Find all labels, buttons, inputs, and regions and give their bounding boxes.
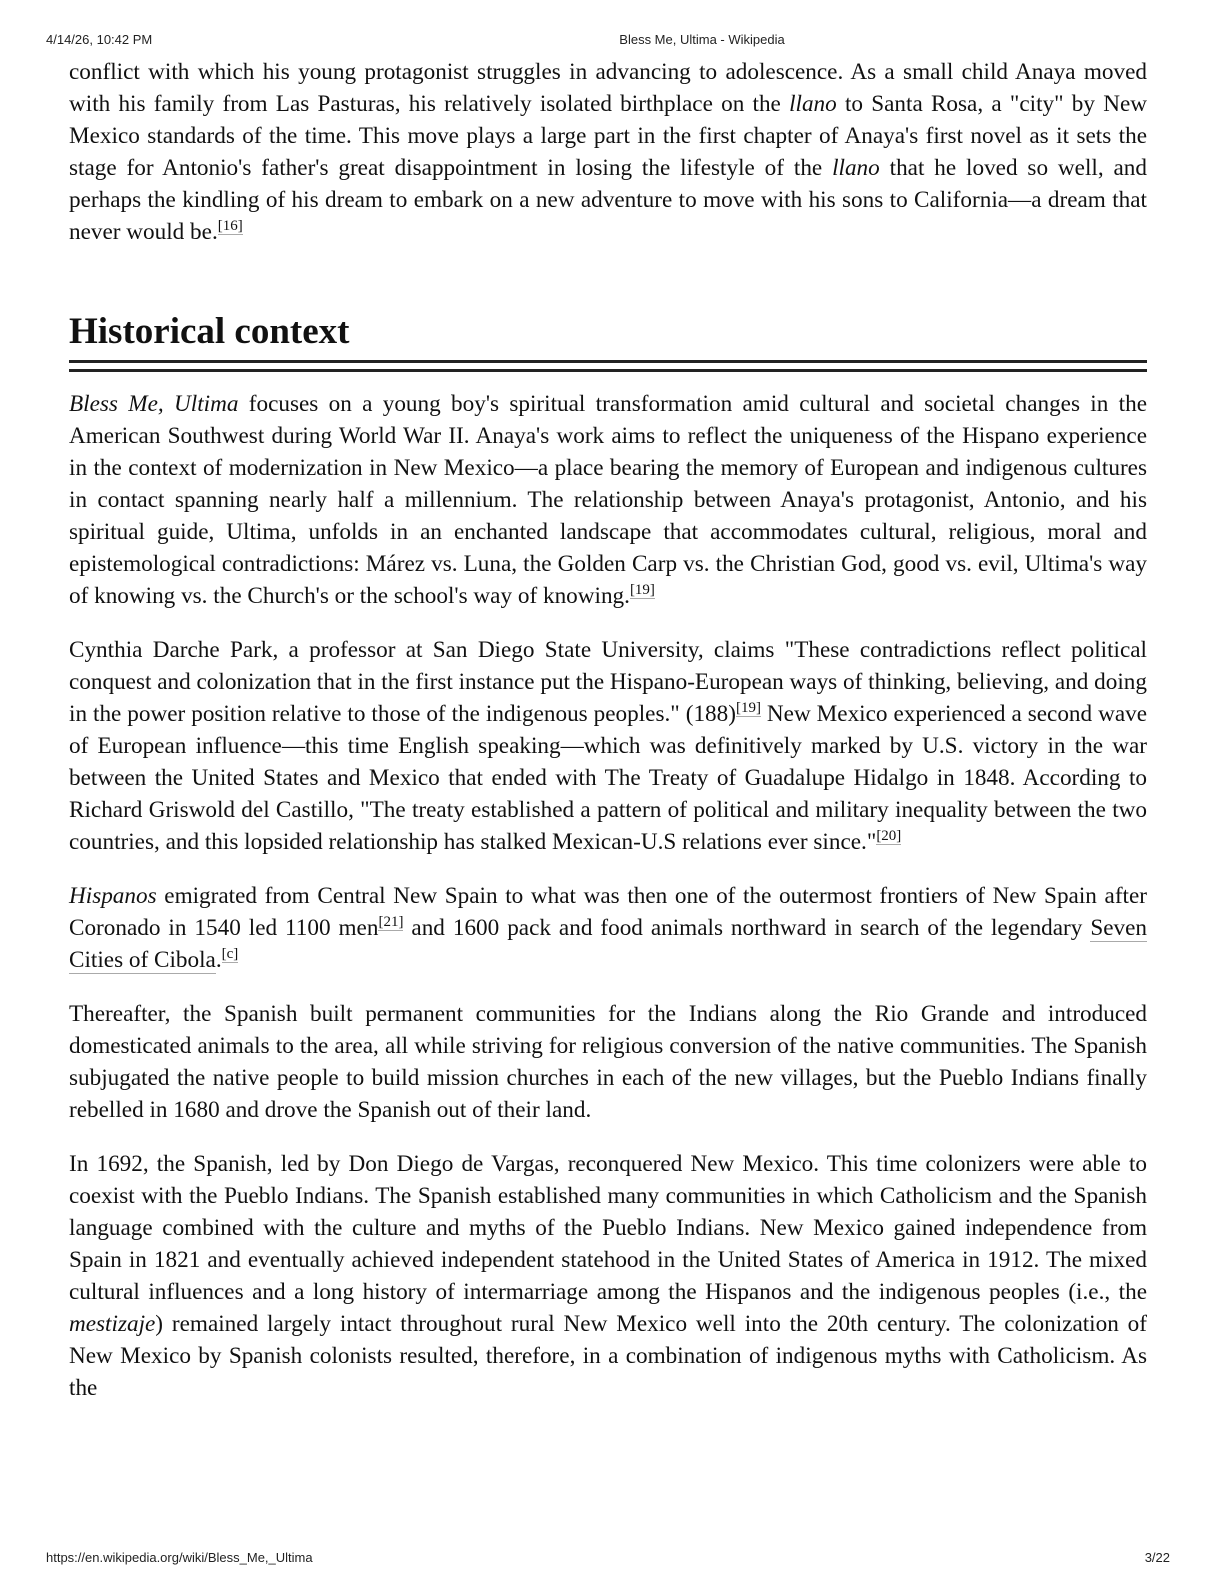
- citation-link[interactable]: [16]: [217, 218, 243, 234]
- print-datetime: 4/14/26, 10:42 PM: [46, 32, 153, 47]
- paragraph-3: [69, 880, 1147, 976]
- paragraph-4: [69, 998, 1147, 1126]
- footnote-link[interactable]: [c]: [221, 946, 239, 962]
- italic-term: llano: [832, 155, 880, 181]
- heading-rule: [69, 369, 1147, 372]
- intro-continued-paragraph: [69, 56, 1147, 248]
- text: New Mexico experienced a second wave of European influence—this time English speaking—which was definitively marked by U.S. victory in the war between the United States and Mexico that ended with The Treaty of Guadalupe Hidalgo in 1848. According to Richard Griswold del Castillo, "The treaty established a pattern of political and military inequality between the two countries, and this lopsided relationship has stalked Mexican-U.S relations ever since.": [69, 701, 1147, 855]
- text: emigrated from Central New Spain to what was then one of the outermost frontiers of New Spain after Coronado in 1540 led 1100 men: [69, 883, 1147, 941]
- heading-rule: [69, 360, 1147, 363]
- print-page-number: 3/22: [1144, 1550, 1170, 1565]
- seven-cities-link[interactable]: Seven Cities of Cibola: [69, 915, 1147, 973]
- italic-term: llano: [789, 91, 837, 117]
- citation-link[interactable]: [19]: [735, 700, 761, 716]
- text: focuses on a young boy's spiritual transformation amid cultural and societal changes in the American Southwest during World War II. Anaya's work aims to reflect the uniqueness of the Hispano experience in the context of modernization in New Mexico—a place bearing the memory of European and indigenous cultures in contact spanning nearly half a millennium. The relationship between Anaya's protagonist, Antonio, and his spiritual guide, Ultima, unfolds in an enchanted landscape that accommodates cultural, religious, moral and epistemological contradictions: Márez vs. Luna, the Golden Carp vs. the Christian God, good vs. evil, Ultima's way of knowing vs. the Church's or the school's way of knowing.: [69, 391, 1148, 609]
- paragraph-5: [69, 1148, 1147, 1404]
- print-header: [0, 32, 1224, 50]
- italic-term: mestizaje: [69, 1311, 156, 1337]
- citation-link[interactable]: [20]: [876, 828, 902, 844]
- text: ) remained largely intact throughout rural New Mexico well into the 20th century. The colonization of New Mexico by Spanish colonists resulted, therefore, in a combination of indigenous myths with Catholicism. As the: [69, 1311, 1147, 1401]
- print-page-title: Bless Me, Ultima - Wikipedia: [619, 32, 785, 47]
- print-footer: [0, 1550, 1224, 1568]
- text: and 1600 pack and food animals northward in search of the legendary: [403, 915, 1091, 941]
- citation-link[interactable]: [19]: [629, 582, 655, 598]
- text: .: [215, 947, 222, 973]
- text: that he loved so well, and perhaps the kindling of his dream to embark on a new adventure to move with his sons to California—a dream that never would be.: [69, 155, 1147, 245]
- italic-title: Bless Me, Ultima: [69, 391, 239, 417]
- paragraph-2: [69, 634, 1147, 858]
- print-url: https://en.wikipedia.org/wiki/Bless_Me,_Ultima: [46, 1550, 313, 1565]
- section-heading: Historical context: [69, 311, 350, 352]
- text: Thereafter, the Spanish built permanent communities for the Indians along the Rio Grande and introduced domesticated animals to the area, all while striving for religious conversion of the native communities. The Spanish subjugated the native people to build mission churches in each of the new villages, but the Pueblo Indians finally rebelled in 1680 and drove the Spanish out of their land.: [69, 1001, 1147, 1123]
- paragraph-1: [69, 388, 1147, 612]
- text: In 1692, the Spanish, led by Don Diego de Vargas, reconquered New Mexico. This time colonizers were able to coexist with the Pueblo Indians. The Spanish established many communities in which Catholicism and the Spanish language combined with the culture and myths of the Pueblo Indians. New Mexico gained independence from Spain in 1821 and eventually achieved independent statehood in the United States of America in 1912. The mixed cultural influences and a long history of intermarriage among the Hispanos and the indigenous peoples (i.e., the: [69, 1151, 1147, 1305]
- italic-term: Hispanos: [69, 883, 157, 909]
- article-content: [69, 56, 1147, 1404]
- text: Cynthia Darche Park, a professor at San Diego State University, claims "These contradictions reflect political conquest and colonization that in the first instance put the Hispano-European ways of thinking, believing, and doing in the power position relative to those of the indigenous peoples." (188): [69, 637, 1147, 727]
- text: to Santa Rosa, a "city" by New Mexico standards of the time. This move plays a large part in the first chapter of Anaya's first novel as it sets the stage for Antonio's father's great disappointment in losing the lifestyle of the: [69, 91, 1147, 181]
- text: conflict with which his young protagonist struggles in advancing to adolescence. As a small child Anaya moved with his family from Las Pasturas, his relatively isolated birthplace on the: [69, 59, 1147, 117]
- citation-link[interactable]: [21]: [378, 914, 404, 930]
